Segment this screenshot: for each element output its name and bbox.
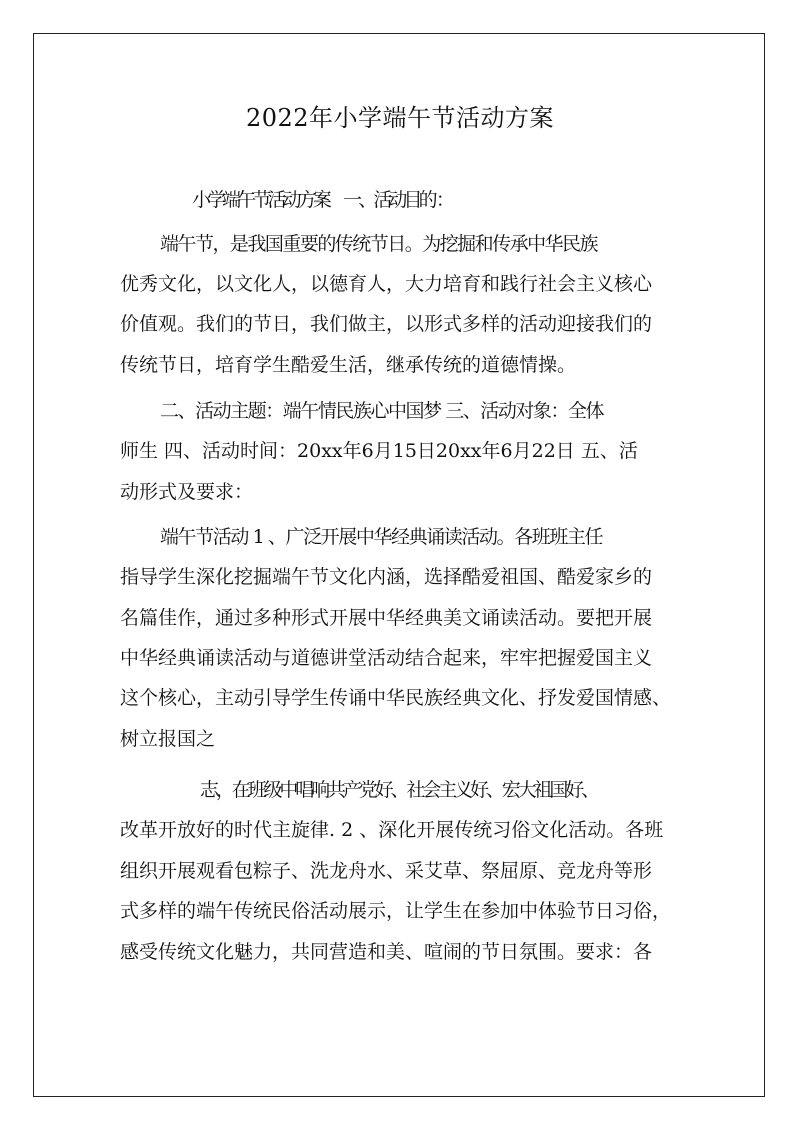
doc-line-17: 组织开展观看包粽子、洗龙舟水、采艾草、祭屈原、竞龙舟等形 [120,860,653,882]
doc-line-7: 师生 四、活动时间：20xx年6月15日20xx年6月22日 五、活 [120,440,638,462]
document-title: 2022年小学端午节活动方案 [245,104,555,132]
doc-line-3: 优秀文化，以文化人，以德育人，大力培育和践行社会主义核心 [120,273,653,295]
doc-line-15: 志，在班级中唱响共产党好、社会主义好、宏大祖国好、 [200,779,598,801]
doc-line-11: 名篇佳作，通过多种形式开展中华经典美文诵读活动。要把开展 [120,607,653,629]
doc-line-9: 端午节活动 1 、广泛开展中华经典诵读活动。各班班主任 [160,526,603,548]
doc-line-18: 式多样的端午传统民俗活动展示，让学生在参加中体验节日习俗， [120,900,672,922]
doc-line-10: 指导学生深化挖掘端午节文化内涵，选择酷爱祖国、酷爱家乡的 [120,566,653,588]
doc-line-8: 动形式及要求： [120,481,254,503]
doc-line-12: 中华经典诵读活动与道德讲堂活动结合起来，牢牢把握爱国主义 [120,647,653,669]
doc-line-5: 传统节日，培育学生酷爱生活，继承传统的道德情操。 [120,354,577,376]
doc-line-14: 树立报国之 [120,728,216,750]
doc-line-19: 感受传统文化魅力，共同营造和美、喧闹的节日氛围。要求：各 [120,941,653,963]
doc-line-2: 端午节，是我国重要的传统节日。为挖掘和传承中华民族 [160,233,598,255]
doc-line-13: 这个核心，主动引导学生传诵中华民族经典文化、抒发爱国情感、 [120,687,672,709]
doc-line-6: 二、活动主题：端午情民族心中国梦 三、活动对象：全体 [160,400,604,422]
doc-line-1: 小学端午节活动方案 一、活动目的 ： [192,189,452,211]
doc-line-4: 价值观。我们的节日，我们做主，以形式多样的活动迎接我们的 [120,313,653,335]
doc-line-16: 改革开放好的时代主旋律. 2 、深化开展传统习俗文化活动。各班 [120,819,664,841]
